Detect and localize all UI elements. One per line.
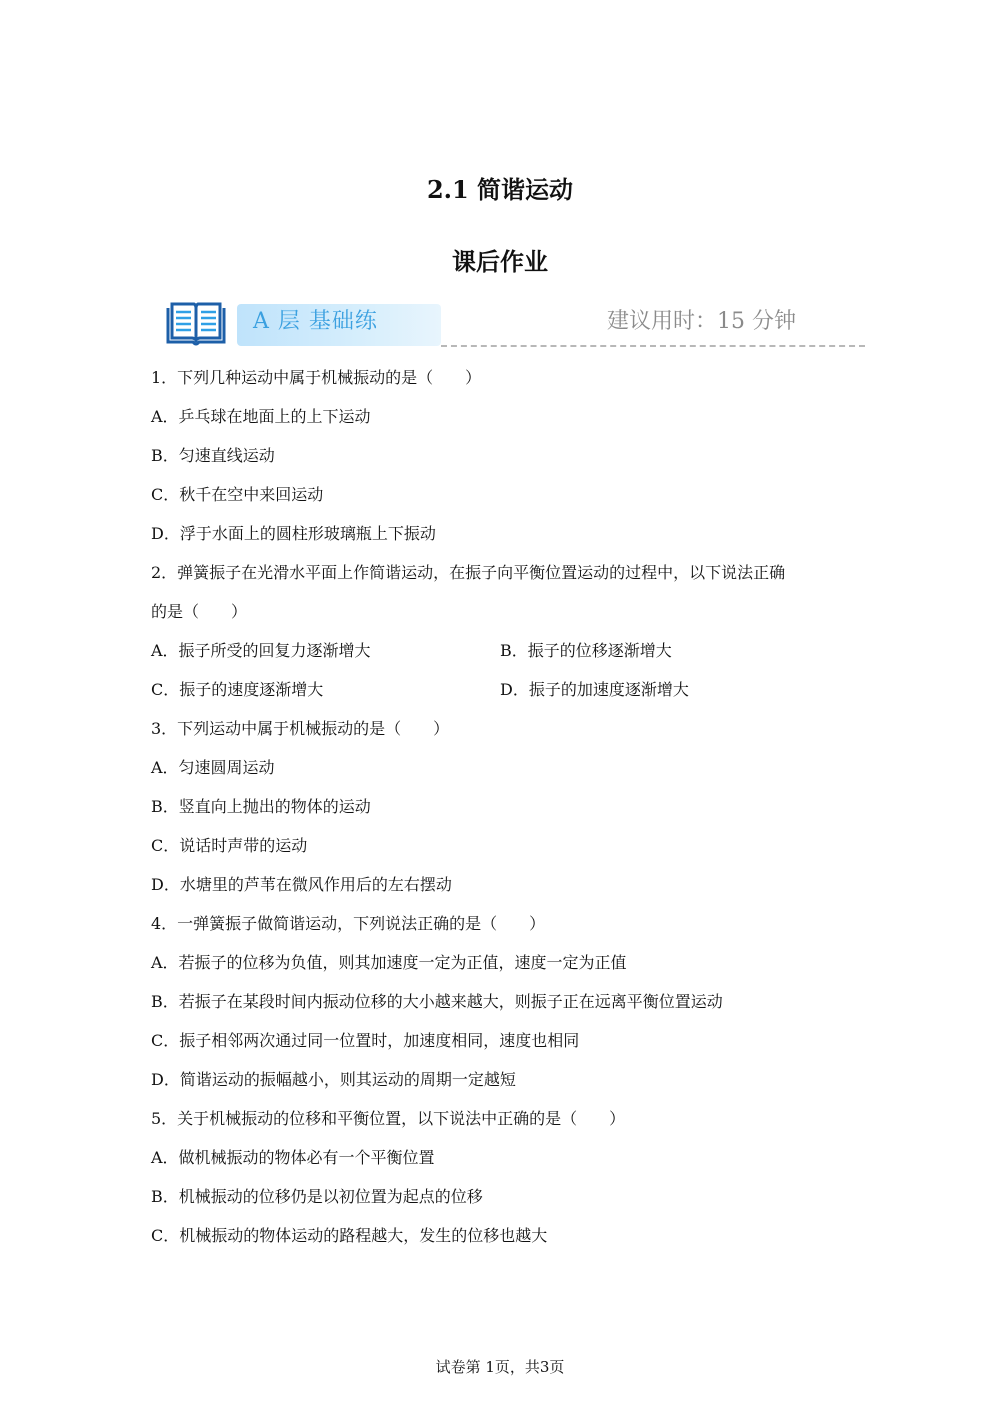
question-stem: 3．下列运动中属于机械振动的是（ ） (151, 719, 450, 738)
option-row (151, 676, 851, 715)
option: D．振子的加速度逐渐增大 (500, 680, 689, 699)
question-stem: 5．关于机械振动的位移和平衡位置，以下说法中正确的是（ ） (151, 1109, 626, 1128)
question-stem: 1．下列几种运动中属于机械振动的是（ ） (151, 368, 482, 387)
option: A．若振子的位移为负值，则其加速度一定为正值，速度一定为正值 (151, 953, 627, 972)
option: B．机械振动的位移仍是以初位置为起点的位移 (151, 1187, 483, 1206)
option: D．水塘里的芦苇在微风作用后的左右摆动 (151, 875, 452, 894)
section-banner (165, 298, 865, 350)
option-row (151, 637, 851, 676)
book-icon (165, 300, 227, 348)
option: C．说话时声带的运动 (151, 836, 308, 855)
option: B．若振子在某段时间内振动位移的大小越来越大，则振子正在远离平衡位置运动 (151, 992, 723, 1011)
question-stem-continued: 的是（ ） (151, 602, 248, 621)
option: C．机械振动的物体运动的路程越大，发生的位移也越大 (151, 1226, 548, 1245)
option: A．做机械振动的物体必有一个平衡位置 (151, 1148, 435, 1167)
question-list (151, 364, 851, 1261)
page-title: 2.1 简谐运动 (426, 175, 574, 204)
question-stem: 4．一弹簧振子做简谐运动，下列说法正确的是（ ） (151, 914, 546, 933)
suggested-time: 建议用时：15 分钟 (607, 309, 796, 334)
option: D．简谐运动的振幅越小，则其运动的周期一定越短 (151, 1070, 516, 1089)
option: B．竖直向上抛出的物体的运动 (151, 797, 371, 816)
option: C．振子相邻两次通过同一位置时，加速度相同，速度也相同 (151, 1031, 580, 1050)
option: A．振子所受的回复力逐渐增大 (151, 641, 371, 660)
page-subtitle: 课后作业 (452, 247, 548, 276)
option: C．振子的速度逐渐增大 (151, 680, 324, 699)
option: B．匀速直线运动 (151, 446, 275, 465)
option: C．秋千在空中来回运动 (151, 485, 324, 504)
option: B．振子的位移逐渐增大 (500, 641, 672, 660)
dashed-divider (441, 345, 865, 347)
option: A．匀速圆周运动 (151, 758, 275, 777)
question-stem: 2．弹簧振子在光滑水平面上作简谐运动，在振子向平衡位置运动的过程中，以下说法正确 (151, 563, 786, 582)
page-footer: 试卷第 1页，共3页 (435, 1358, 565, 1376)
option: D．浮于水面上的圆柱形玻璃瓶上下振动 (151, 524, 436, 543)
option: A．乒乓球在地面上的上下运动 (151, 407, 371, 426)
level-label: A 层 基础练 (253, 309, 378, 334)
